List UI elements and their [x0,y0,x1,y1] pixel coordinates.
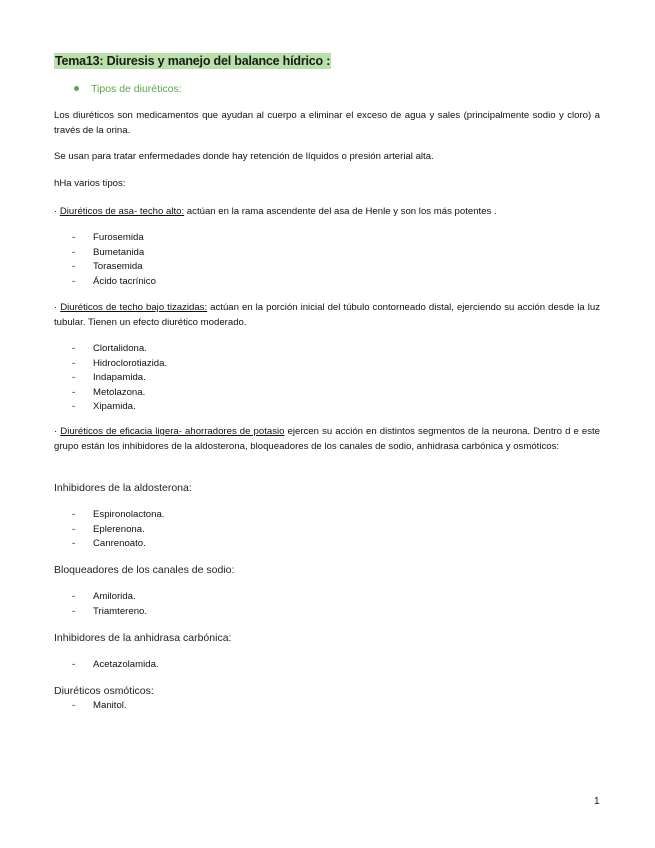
list-item: - Canrenoato. [72,537,164,552]
list-item: - Amilorida. [72,590,147,605]
asa-paragraph [54,205,600,220]
list-item: - Manitol. [72,699,127,714]
intro-paragraph-1: Los diuréticos son medicamentos que ayudan al cuerpo a eliminar el exceso de agua y sales (principalmente sodio y cloro) a través de la orina. [54,110,600,136]
aldosterona-heading: Inhibidores de la aldosterona: [54,482,192,494]
tiazidas-prefix: · [54,302,61,313]
sodio-list [72,590,147,619]
section-heading-text: Tipos de diuréticos: [91,83,182,95]
list-item: - Indapamida. [72,371,167,386]
section-heading [74,83,182,95]
list-item: - Eplerenona. [72,523,164,538]
anhidrasa-list [72,658,159,673]
list-item: - Triamtereno. [72,605,147,620]
list-item: - Espironolactona. [72,508,164,523]
anhidrasa-heading: Inhibidores de la anhidrasa carbónica: [54,632,232,644]
ligera-label: Diuréticos de eficacia ligera- ahorradores de potasio [60,426,285,437]
tiazidas-list [72,342,167,415]
list-item: - Furosemida [72,231,156,246]
tiazidas-paragraph [54,301,600,330]
intro-paragraph-2: Se usan para tratar enfermedades donde hay retención de líquidos o presión arterial alta. [54,151,434,162]
osmoticos-heading: Diuréticos osmóticos: [54,685,154,697]
list-item: - Hidroclorotiazida. [72,357,167,372]
asa-text: actúan en la rama ascendente del asa de Henle y son los más potentes . [184,206,497,217]
list-item: - Torasemida [72,260,156,275]
asa-prefix: · [54,206,60,217]
page-title: Tema13: Diuresis y manejo del balance hídrico : [55,54,331,68]
list-item: - Bumetanida [72,246,156,261]
list-item: - Metolazona. [72,386,167,401]
ligera-prefix: · [54,426,61,437]
list-item: - Clortalidona. [72,342,167,357]
list-item: - Acetazolamida. [72,658,159,673]
tiazidas-text: actúan en la porción inicial del túbulo contorneado distal, ejerciendo su acción desde la luz tubular. Tienen un efecto diurético moderado. [54,302,600,328]
intro-paragraph-3: hHa varios tipos: [54,178,126,189]
list-item: - Xipamida. [72,400,167,415]
page-number: 1 [594,796,600,807]
asa-list [72,231,156,289]
osmoticos-list [72,699,127,714]
tiazidas-label: Diuréticos de techo bajo tizazidas: [60,302,208,313]
ligera-paragraph [54,425,600,454]
sodio-heading: Bloqueadores de los canales de sodio: [54,564,235,576]
bullet-dot-icon [74,86,79,91]
list-item: - Ácido tacrínico [72,275,156,290]
aldosterona-list [72,508,164,552]
ligera-text: ejercen su acción en distintos segmentos de la neurona. Dentro d e este grupo están los inhibidores de la aldosterona, bloqueadores de los canales de sodio, anhidrasa carbónica y osmóticos: [54,426,601,452]
asa-label: Diuréticos de asa- techo alto: [59,206,185,217]
